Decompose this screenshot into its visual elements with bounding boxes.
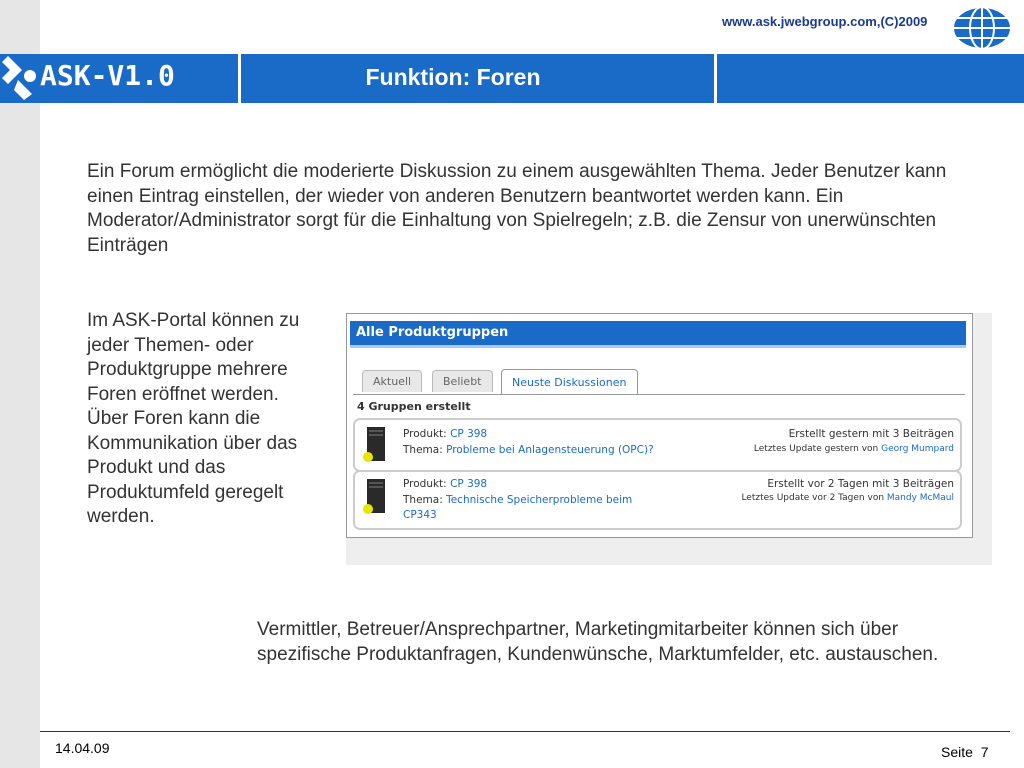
title-separator bbox=[714, 54, 717, 103]
left-paragraph-line1: Im ASK-Portal können zu jeder Themen- oder Produktgruppe mehrere Foren eröffnet werden. bbox=[87, 310, 300, 405]
tab-beliebt[interactable]: Beliebt bbox=[432, 370, 493, 392]
product-link[interactable]: CP 398 bbox=[450, 428, 488, 440]
update-prefix: Letztes Update vor 2 Tagen von bbox=[741, 493, 885, 503]
tab-divider bbox=[353, 394, 965, 395]
discussion-item[interactable] bbox=[353, 418, 962, 472]
discussion-item[interactable] bbox=[353, 470, 962, 530]
topic-link[interactable]: Technische Speicherprobleme beim CP343 bbox=[403, 494, 633, 521]
user-link[interactable]: Mandy McMaul bbox=[886, 493, 954, 503]
topic-label: Thema: bbox=[403, 444, 443, 456]
left-strip bbox=[0, 0, 40, 768]
forum-screenshot bbox=[346, 313, 992, 565]
product-link[interactable]: CP 398 bbox=[450, 478, 488, 490]
footer-divider bbox=[40, 731, 1010, 732]
tab-neuste-diskussionen[interactable]: Neuste Diskussionen bbox=[501, 369, 638, 395]
server-product-icon bbox=[361, 478, 387, 516]
update-prefix: Letztes Update gestern von bbox=[753, 444, 879, 454]
user-link[interactable]: Georg Mumpard bbox=[881, 444, 954, 454]
topic-link[interactable]: Probleme bei Anlagensteuerung (OPC)? bbox=[446, 444, 654, 456]
globe-logo-icon bbox=[950, 5, 1014, 51]
logo-text: ASK-V1.0 bbox=[40, 59, 175, 92]
title-separator bbox=[238, 54, 241, 103]
topic-label: Thema: bbox=[403, 494, 443, 506]
footer-date: 14.04.09 bbox=[55, 740, 110, 756]
product-label: Produkt: bbox=[403, 478, 447, 490]
left-paragraph-line2: Über Foren kann die Kommunikation über das Produkt und das Produktumfeld geregelt werden. bbox=[87, 408, 298, 527]
created-info: Erstellt vor 2 Tagen mit 3 Beiträgen bbox=[767, 478, 954, 490]
forum-panel-header bbox=[350, 321, 966, 348]
page-number: 7 bbox=[980, 744, 989, 760]
product-label: Produkt: bbox=[403, 428, 447, 440]
forum-panel-title: Alle Produktgruppen bbox=[356, 325, 509, 340]
update-info bbox=[741, 493, 954, 503]
server-product-icon bbox=[361, 426, 387, 464]
group-count: 4 Gruppen erstellt bbox=[357, 400, 471, 413]
created-info: Erstellt gestern mit 3 Beiträgen bbox=[788, 428, 954, 440]
website-url: www.ask.jwebgroup.com,(C)2009 bbox=[722, 14, 928, 29]
bottom-paragraph: Vermittler, Betreuer/Ansprechpartner, Marketingmitarbeiter können sich über spezifische Produktanfragen, Kundenwünsche, Marktumfelder, etc. austauschen. bbox=[257, 619, 939, 665]
intro-paragraph: Ein Forum ermöglicht die moderierte Diskussion zu einem ausgewählten Thema. Jeder Benutzer kann einen Eintrag einstellen, der wieder von anderen Benutzern beantwortet werden kann. Ein Moderator/Administrator sorgt für die Einhaltung von Spielregeln; z.B. die Zensur von unerwünschten Einträgen bbox=[87, 161, 947, 256]
left-paragraph bbox=[87, 309, 332, 530]
update-info bbox=[754, 444, 954, 454]
page-indicator bbox=[941, 744, 989, 760]
slide-title: Funktion: Foren bbox=[365, 64, 541, 90]
page-label: Seite bbox=[941, 744, 973, 760]
forum-panel bbox=[346, 313, 973, 538]
tab-aktuell[interactable]: Aktuell bbox=[362, 370, 422, 392]
